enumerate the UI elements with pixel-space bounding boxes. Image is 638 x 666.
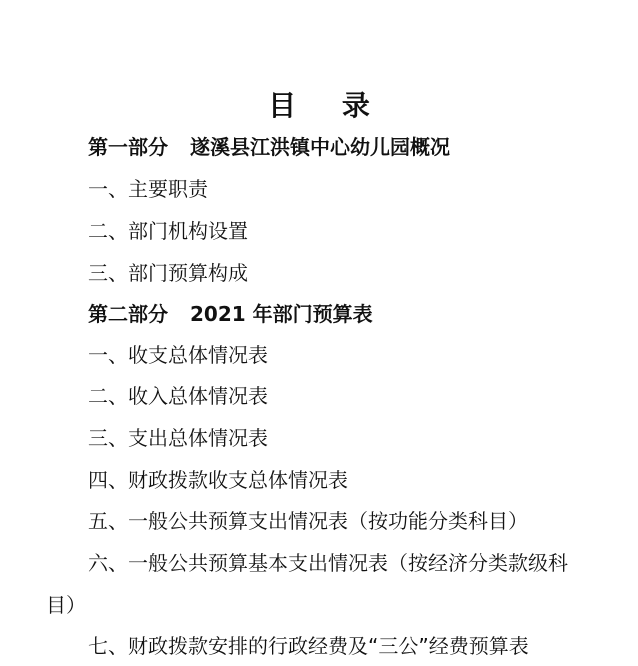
toc-item-duties: 一、主要职责 — [88, 177, 208, 201]
toc-item-admin-funds-three-public: 七、财政拨款安排的行政经费及“三公”经费预算表 — [88, 634, 529, 658]
part-two-heading — [88, 300, 373, 328]
part-one-label: 第一部分 — [88, 135, 168, 159]
part-two-name: 2021 年部门预算表 — [190, 302, 373, 326]
toc-item-overall-revenue-expenditure: 一、收支总体情况表 — [88, 343, 268, 367]
toc-item-public-budget-basic-economic: 六、一般公共预算基本支出情况表（按经济分类款级科 — [88, 551, 568, 575]
toc-item-org-setup: 二、部门机构设置 — [88, 219, 248, 243]
toc-item-public-budget-basic-economic-tail: 目） — [46, 593, 86, 617]
part-one-heading — [88, 133, 450, 161]
toc-item-overall-expenditure: 三、支出总体情况表 — [88, 426, 268, 450]
part-two-label: 第二部分 — [88, 302, 168, 326]
part-one-name: 遂溪县江洪镇中心幼儿园概况 — [190, 135, 450, 159]
toc-item-fiscal-allocation: 四、财政拨款收支总体情况表 — [88, 468, 348, 492]
toc-item-budget-composition: 三、部门预算构成 — [88, 261, 248, 285]
toc-item-overall-revenue: 二、收入总体情况表 — [88, 384, 268, 408]
toc-item-public-budget-by-function: 五、一般公共预算支出情况表（按功能分类科目） — [88, 509, 528, 533]
page-title: 目 录 — [268, 89, 388, 122]
